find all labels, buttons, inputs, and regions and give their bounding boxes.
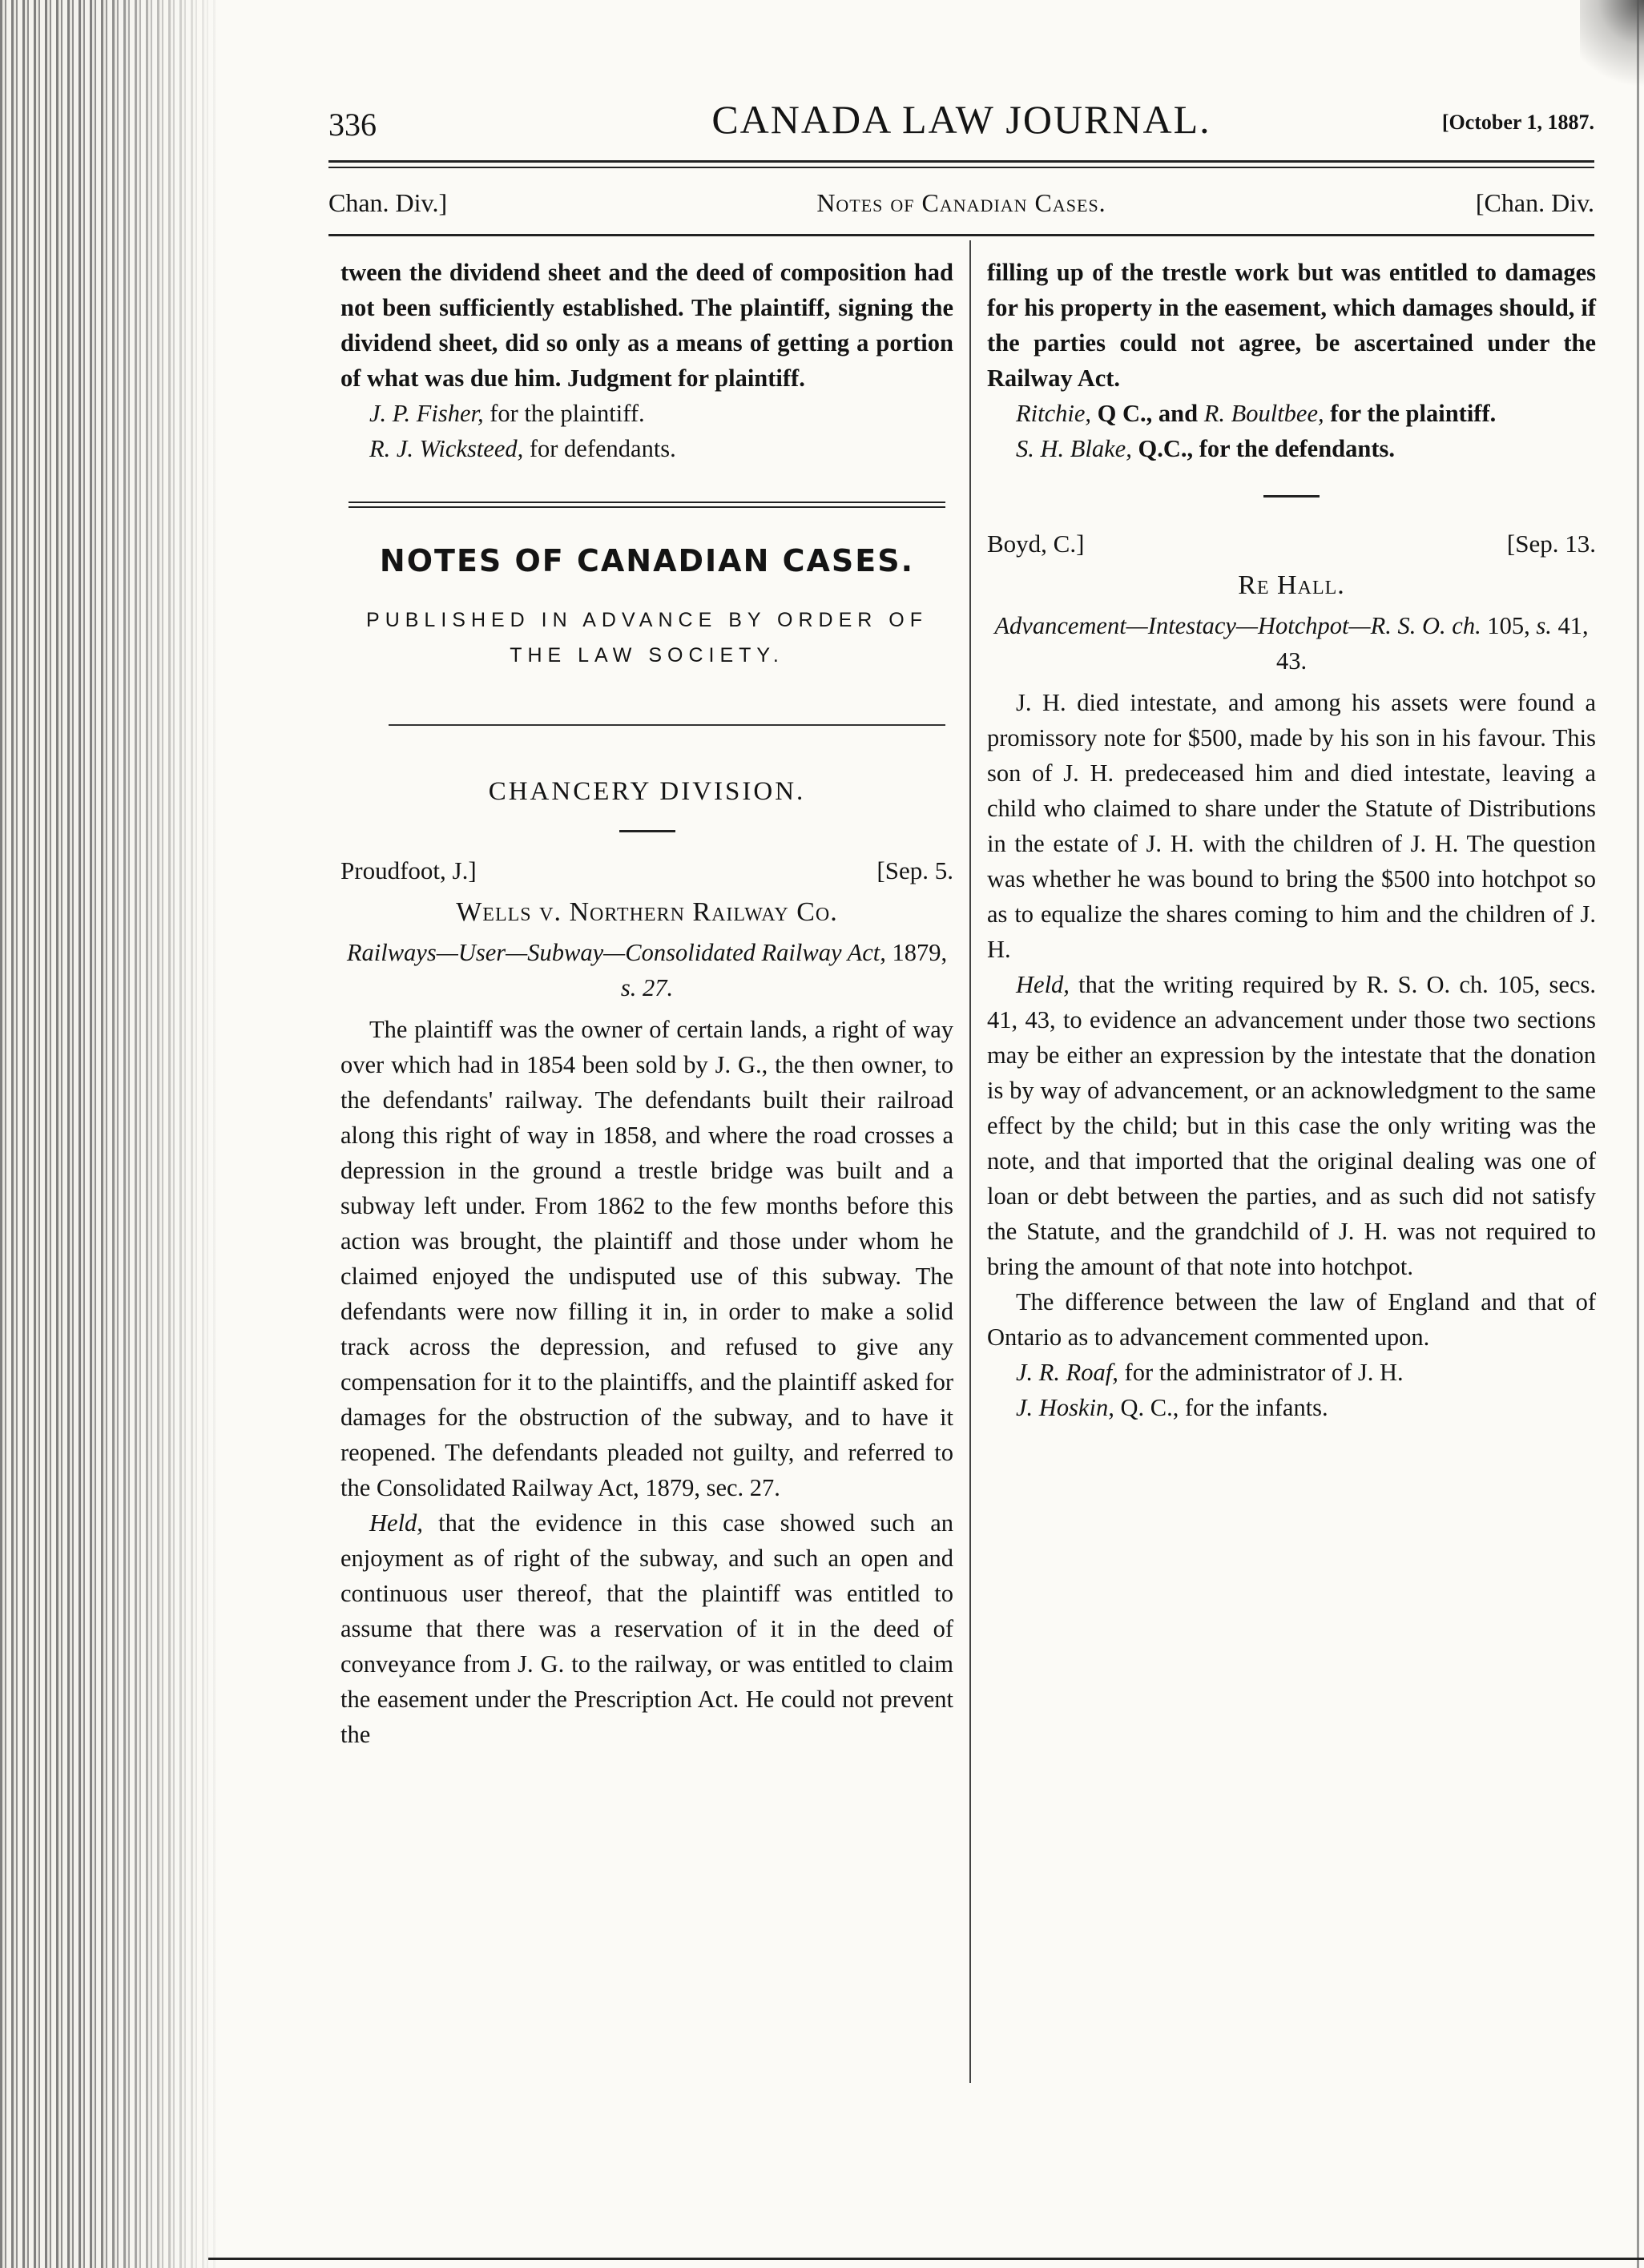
section-center: Notes of Canadian Cases. [816, 188, 1106, 217]
short-rule [1263, 495, 1320, 498]
right-column [987, 255, 1596, 1425]
counsel-name: J. P. Fisher, [369, 400, 484, 427]
case-judge: Proudfoot, J.] [340, 856, 477, 884]
page-edge-right [1637, 0, 1639, 2268]
case-title: Re Hall. [1238, 570, 1345, 600]
counsel-name: R. J. Wicksteed, [369, 435, 524, 462]
headnote-text: Advancement—Intestacy—Hotchpot—R. S. O. ch. [994, 612, 1481, 639]
section-right: [Chan. Div. [1475, 188, 1594, 217]
counsel-name: R. Boultbee, [1203, 400, 1324, 427]
counsel-role: for the plaintiff. [483, 400, 645, 427]
section-rule [328, 234, 1594, 236]
counsel-line [987, 396, 1596, 431]
counsel-role: Q.C., for the defendants. [1131, 435, 1396, 462]
counsel-name: Ritchie, [1016, 400, 1092, 427]
held-text: that the writing required by R. S. O. ch. 105, secs. 41, 43, to evidence an advancement under those two sections may be either an expression by the intestate that the donation is by way of advancement, or an acknowledgment to the same effect by the child; but in this case the only writing was the note, and that imported that the original dealing was one of loan or debt between the parties, and as such did not satisfy the Statute, and the grandchild of J. H. was not required to bring the amount of that note into hotchpot. [987, 971, 1596, 1280]
held-paragraph [340, 1505, 953, 1752]
headnote-section: s. [1536, 612, 1552, 639]
held-label: Held, [1016, 971, 1070, 998]
short-rule [619, 830, 675, 832]
headnote-section: s. 27. [620, 974, 674, 1001]
facts-paragraph: J. H. died intestate, and among his assets were found a promissory note for $500, made by his son in his favour. This son of J. H. predeceased him and died intestate, leaving a child who claimed to share under the Statute of Distributions in the estate of J. H. with the children of J. H. The question was whether he was bound to bring the $500 into hotchpot so as to equalize the shares coming to him and the children of J. H. [987, 689, 1596, 963]
journal-title: CANADA LAW JOURNAL. [711, 97, 1211, 142]
binding-fade [96, 0, 224, 2268]
counsel-line [987, 431, 1596, 466]
continued-paragraph: tween the dividend sheet and the deed of composition had not been sufficiently established. The plaintiff, signing the dividend sheet, did so only as a means of getting a portion of what was due him. Judgment for plaintiff. [340, 259, 953, 392]
counsel-name: J. R. Roaf, [1016, 1359, 1118, 1386]
counsel-role: for the administrator of J. H. [1118, 1359, 1404, 1386]
section-left: Chan. Div.] [328, 188, 448, 217]
section-running-head [328, 188, 1594, 224]
header-rule-top [328, 160, 1594, 163]
counsel-line [987, 1390, 1596, 1425]
counsel-line [340, 396, 953, 431]
difference-paragraph: The difference between the law of England and that of Ontario as to advancement commented upon. [987, 1288, 1596, 1351]
issue-date: [October 1, 1887. [1441, 111, 1594, 134]
held-paragraph [987, 967, 1596, 1284]
published-line: PUBLISHED IN ADVANCE BY ORDER OF THE LAW SOCIETY. [366, 609, 928, 667]
counsel-name: S. H. Blake, [1016, 435, 1132, 462]
continued-paragraph: filling up of the trestle work but was entitled to damages for his property in the easement, which damages should, if the parties could not agree, be ascertained under the Railway Act. [987, 259, 1596, 392]
case-headnote [340, 935, 953, 1005]
counsel-role: for the plaintiff. [1324, 400, 1497, 427]
headnote-text: Railways—User—Subway—Consolidated Railway Act, [346, 939, 886, 966]
case-headnote [987, 608, 1596, 679]
case-date: [Sep. 13. [1506, 530, 1596, 558]
running-head [328, 96, 1594, 152]
counsel-role: Q C., and [1091, 400, 1204, 427]
held-text: that the evidence in this case showed such an enjoyment as of right of the subway, and such an open and continuous user thereof, that the plaintiff was entitled to assume that there was a reservation of it in the deed of conveyance from J. G. to the railway, or was entitled to claim the easement under the Prescription Act. He could not prevent the [340, 1509, 953, 1748]
counsel-role: for defendants. [523, 435, 676, 462]
counsel-line [340, 431, 953, 466]
case-judge-line [340, 853, 953, 892]
case-judge-line [987, 526, 1596, 565]
counsel-name: J. Hoskin, [1016, 1394, 1114, 1421]
facts-paragraph: The plaintiff was the owner of certain lands, a right of way over which had in 1854 been sold by J. G., the then owner, to the defendants' railway. The defendants built their railroad along this right of way in 1858, and where the road crosses a depression in the ground a trestle bridge was built and a subway left under. From 1862 to the few months before this action was brought, the plaintiff and those under whom he claimed enjoyed the undisputed use of this subway. The defendants were now filling it in, in order to make a solid track across the depression, and refused to give any compensation for it to the plaintiffs, and the plaintiff asked for damages for the obstruction of the subway, and to have it reopened. The defendants pleaded not guilty, and referred to the Consolidated Railway Act, 1879, sec. 27. [340, 1016, 953, 1501]
counsel-role: Q. C., for the infants. [1114, 1394, 1328, 1421]
counsel-line [987, 1355, 1596, 1390]
case-date: [Sep. 5. [876, 856, 953, 884]
headnote-chapter: 105, [1481, 612, 1537, 639]
notes-heading: NOTES OF CANADIAN CASES. [379, 543, 915, 578]
dashed-divider [389, 724, 945, 726]
page-edge-bottom [208, 2258, 1644, 2260]
corner-smudge [1580, 0, 1644, 96]
header-rule-bottom [328, 167, 1594, 168]
division-heading: CHANCERY DIVISION. [488, 777, 806, 806]
headnote-year: 1879, [885, 939, 948, 966]
held-label: Held, [369, 1509, 423, 1537]
column-divider [969, 240, 971, 2083]
case-judge: Boyd, C.] [987, 530, 1085, 558]
page-number: 336 [328, 107, 377, 143]
case-title: Wells v. Northern Railway Co. [456, 897, 838, 927]
headnote-section-numbers: 41, 43. [1275, 612, 1589, 675]
double-rule-divider [349, 502, 945, 508]
left-column [340, 255, 953, 1752]
